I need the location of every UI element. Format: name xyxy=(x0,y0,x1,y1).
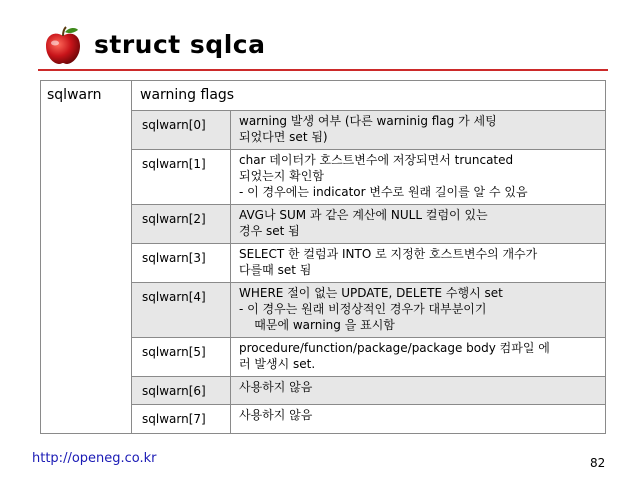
table-header-row xyxy=(41,81,606,111)
description-line: warning 발생 여부 (다른 warninig flag 가 세팅 xyxy=(239,114,497,128)
flag-description-cell xyxy=(231,244,606,283)
description-line: 경우 set 됨 xyxy=(239,224,300,238)
sqlwarn-table-container xyxy=(40,80,606,434)
flag-key-cell: sqlwarn[2] xyxy=(132,205,231,244)
description-line: 되었는지 확인함 xyxy=(239,169,324,183)
flag-description-cell xyxy=(231,405,606,434)
flag-key-cell: sqlwarn[7] xyxy=(132,405,231,434)
sqlwarn-table xyxy=(40,80,606,434)
apple-icon xyxy=(42,26,84,66)
flag-description-cell xyxy=(231,205,606,244)
flag-key-cell: sqlwarn[3] xyxy=(132,244,231,283)
table-header-cell: warning flags xyxy=(132,81,606,111)
description-line: 사용하지 않음 xyxy=(239,380,313,394)
description-line: 사용하지 않음 xyxy=(239,408,313,422)
description-line: - 이 경우는 원래 비정상적인 경우가 대부분이기 xyxy=(239,302,487,316)
field-name-cell: sqlwarn xyxy=(41,81,132,434)
flag-description-cell xyxy=(231,283,606,338)
flag-description-cell xyxy=(231,111,606,150)
description-line: procedure/function/package/package body 컴파일 에 xyxy=(239,341,550,355)
page-number: 82 xyxy=(590,456,606,470)
flag-key-cell: sqlwarn[4] xyxy=(132,283,231,338)
description-line: char 데이터가 호스트변수에 저장되면서 truncated xyxy=(239,153,514,167)
description-line: 때문에 warning 을 표시함 xyxy=(239,318,395,332)
description-line: - 이 경우에는 indicator 변수로 원래 길이를 알 수 있음 xyxy=(239,185,528,199)
description-line: 되었다면 set 됨) xyxy=(239,130,328,144)
flag-key-cell: sqlwarn[1] xyxy=(132,150,231,205)
footer-url[interactable]: http://openeg.co.kr xyxy=(32,451,157,466)
flag-key-cell: sqlwarn[0] xyxy=(132,111,231,150)
description-line: AVG나 SUM 과 같은 계산에 NULL 컬럼이 있는 xyxy=(239,208,488,222)
flag-key-cell: sqlwarn[6] xyxy=(132,377,231,405)
title-divider xyxy=(38,69,608,71)
flag-description-cell xyxy=(231,338,606,377)
description-line: SELECT 한 컬럼과 INTO 로 지정한 호스트변수의 개수가 xyxy=(239,247,538,261)
description-line: WHERE 절이 없는 UPDATE, DELETE 수행시 set xyxy=(239,286,503,300)
flag-key-cell: sqlwarn[5] xyxy=(132,338,231,377)
flag-description-cell xyxy=(231,377,606,405)
flag-description-cell xyxy=(231,150,606,205)
slide-title: struct sqlca xyxy=(94,30,266,59)
description-line: 러 발생시 set. xyxy=(239,357,316,371)
description-line: 다를때 set 됨 xyxy=(239,263,312,277)
